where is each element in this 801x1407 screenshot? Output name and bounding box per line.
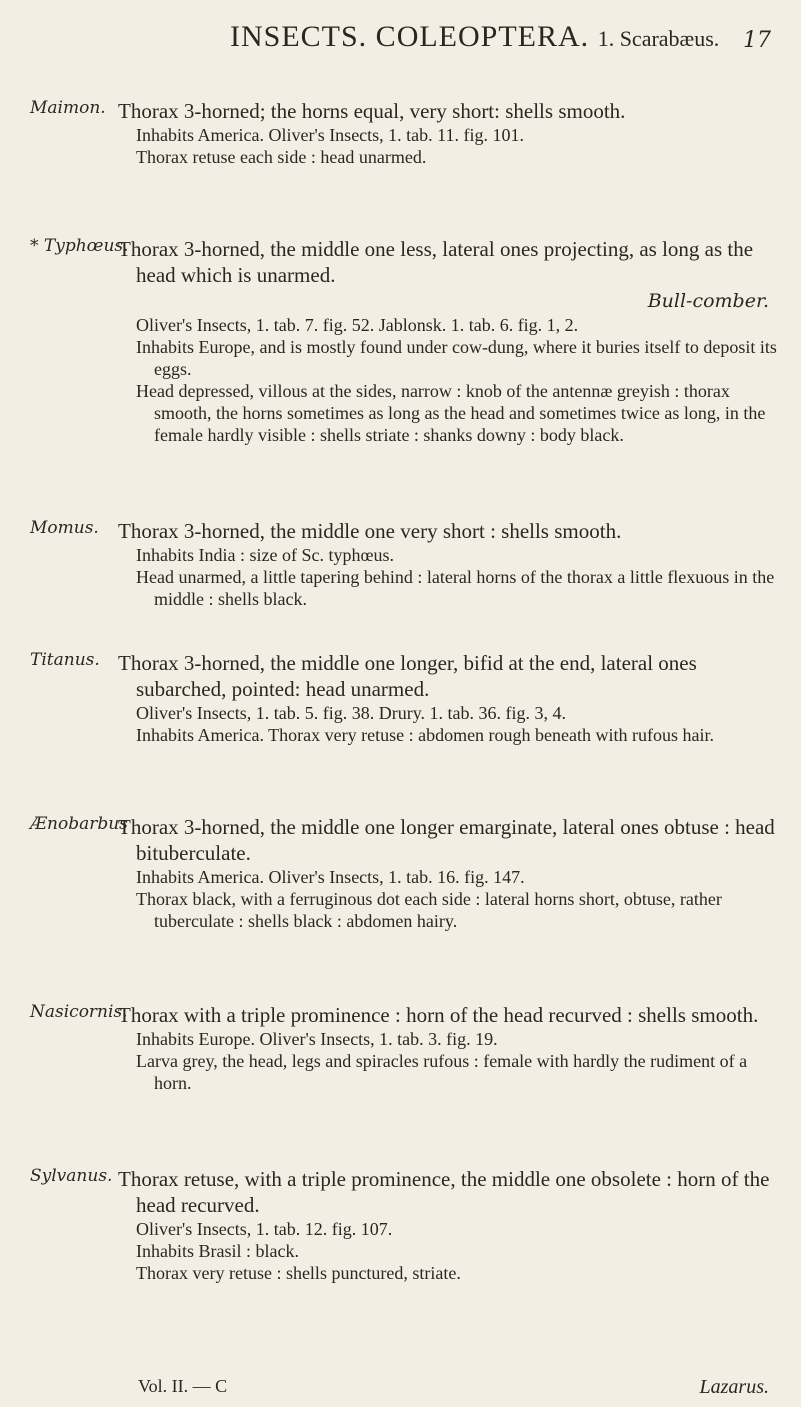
species-name: Nasicornis.	[30, 1002, 128, 1022]
section-title: INSECTS. COLEOPTERA.	[230, 20, 590, 53]
species-description: Thorax 3-horned, the middle one longer emarginate, lateral ones obtuse : head bituberculate.	[118, 815, 775, 865]
species-note: Oliver's Insects, 1. tab. 7. fig. 52. Jablonsk. 1. tab. 6. fig. 1, 2.	[136, 315, 579, 335]
common-name: Bull-comber.	[647, 290, 769, 312]
species-name: Momus.	[30, 518, 99, 538]
species-note: Inhabits America. Thorax very retuse : abdomen rough beneath with rufous hair.	[136, 725, 715, 745]
species-name: Maimon.	[30, 98, 106, 118]
running-head	[0, 18, 801, 78]
species-description: Thorax retuse, with a triple prominence, the middle one obsolete : horn of the head recurved.	[118, 1167, 770, 1217]
species-note: Thorax black, with a ferruginous dot each side : lateral horns short, obtuse, rather tuberculate : shells black : abdomen hairy.	[136, 889, 722, 931]
species-note: Oliver's Insects, 1. tab. 5. fig. 38. Drury. 1. tab. 36. fig. 3, 4.	[136, 703, 567, 723]
page-number: 17	[743, 28, 771, 53]
species-description: Thorax 3-horned, the middle one very short : shells smooth.	[118, 519, 622, 543]
species-note: Oliver's Insects, 1. tab. 12. fig. 107.	[136, 1219, 393, 1239]
species-note: Thorax very retuse : shells punctured, striate.	[136, 1263, 461, 1283]
species-description: Thorax 3-horned, the middle one longer, bifid at the end, lateral ones subarched, pointed: head unarmed.	[118, 651, 697, 701]
species-description: Thorax with a triple prominence : horn of the head recurved : shells smooth.	[118, 1003, 759, 1027]
species-name: Sylvanus.	[30, 1166, 113, 1186]
species-name: Ænobarbus	[30, 814, 128, 834]
species-description: Thorax 3-horned, the middle one less, lateral ones projecting, as long as the head which is unarmed.	[118, 237, 754, 287]
species-note: Head depressed, villous at the sides, narrow : knob of the antennæ greyish : thorax smooth, the horns sometimes as long as the head and sometimes twice as long, in the female hardly visible : shells striate : shanks downy : body black.	[136, 381, 766, 445]
species-note: Larva grey, the head, legs and spiracles rufous : female with hardly the rudiment of a horn.	[136, 1051, 748, 1093]
species-note: Inhabits Europe. Oliver's Insects, 1. tab. 3. fig. 19.	[136, 1029, 498, 1049]
section-subtitle: 1. Scarabæus.	[597, 26, 720, 51]
species-note: Thorax retuse each side : head unarmed.	[136, 147, 427, 167]
catchword: Lazarus.	[699, 1376, 769, 1398]
species-description: Thorax 3-horned; the horns equal, very short: shells smooth.	[118, 99, 626, 123]
species-note: Inhabits America. Oliver's Insects, 1. tab. 16. fig. 147.	[136, 867, 525, 887]
volume-signature: Vol. II. — C	[138, 1376, 228, 1396]
species-note: Head unarmed, a little tapering behind : lateral horns of the thorax a little flexuous in the middle : shells black.	[136, 567, 775, 609]
page-footer	[118, 1376, 779, 1400]
species-note: Inhabits America. Oliver's Insects, 1. tab. 11. fig. 101.	[136, 125, 524, 145]
species-name: Titanus.	[30, 650, 100, 670]
species-note: Inhabits Brasil : black.	[136, 1241, 299, 1261]
species-note: Inhabits India : size of Sc. typhœus.	[136, 545, 394, 565]
species-name: * Typhœus.	[30, 236, 129, 256]
species-note: Inhabits Europe, and is mostly found under cow-dung, where it buries itself to deposit its eggs.	[136, 337, 777, 379]
